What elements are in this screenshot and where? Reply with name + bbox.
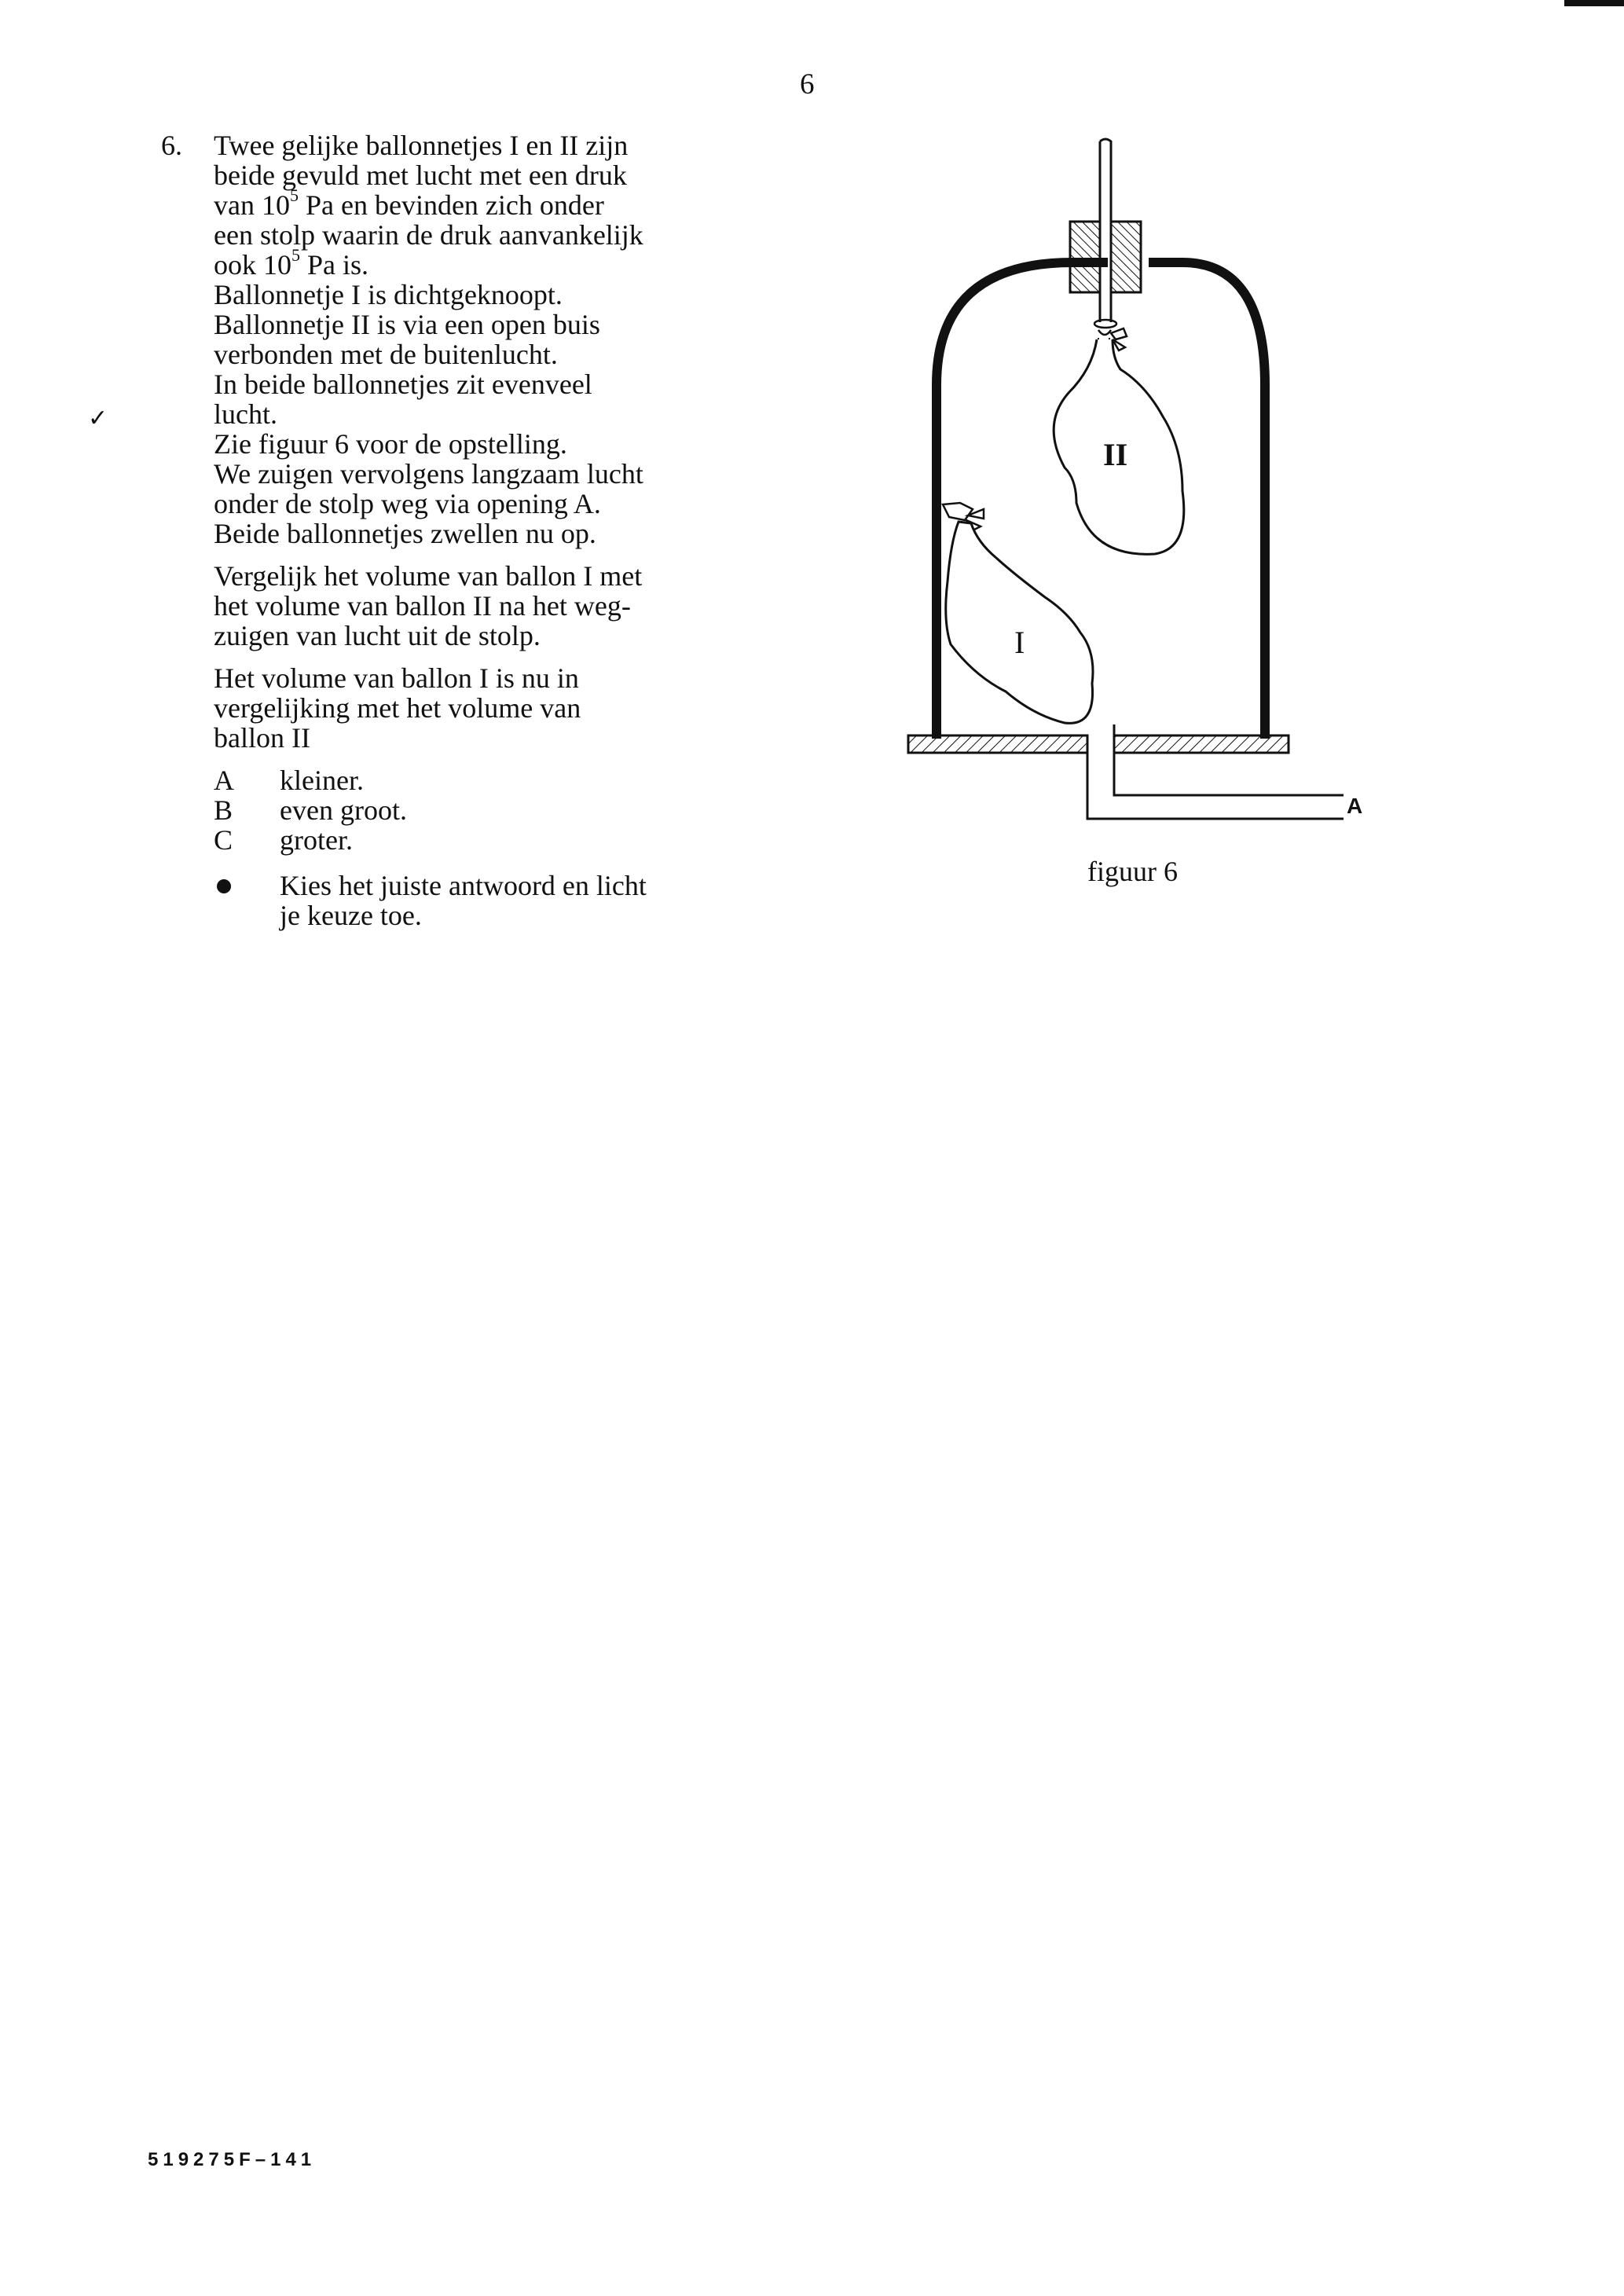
option-text: groter. xyxy=(280,824,353,856)
compare-line: zuigen van lucht uit de stolp. xyxy=(214,620,541,651)
stem-line: ballon II xyxy=(214,722,310,754)
question-stem xyxy=(214,663,717,753)
stem-line: Het volume van ballon I is nu in xyxy=(214,662,579,694)
intro-line: onder de stolp weg via opening A. xyxy=(214,488,601,519)
figure-bell-jar xyxy=(896,134,1383,841)
page-number: 6 xyxy=(800,68,815,101)
intro-line: verbonden met de buitenlucht. xyxy=(214,339,558,370)
compare-line: Vergelijk het volume van ballon I met xyxy=(214,560,643,592)
intro-line: Ballonnetje II is via een open buis xyxy=(214,309,600,340)
option-c xyxy=(214,825,717,855)
intro-line: We zuigen vervolgens langzaam lucht xyxy=(214,458,643,490)
intro-line: lucht. xyxy=(214,398,277,430)
corner-mark xyxy=(1564,0,1624,6)
stopper-left xyxy=(1070,222,1100,292)
instruction-line: je keuze toe. xyxy=(280,900,422,931)
base-plate-left xyxy=(908,735,1087,753)
intro-line: Twee gelijke ballonnetjes I en II zijn xyxy=(214,130,629,161)
option-a xyxy=(214,765,717,795)
footer-code: 519275F–141 xyxy=(148,2149,317,2170)
instruction xyxy=(214,871,717,930)
question-compare xyxy=(214,561,717,651)
intro-line: Ballonnetje I is dichtgeknoopt. xyxy=(214,279,563,310)
margin-tick-mark: ✓ xyxy=(88,405,108,431)
intro-line: In beide ballonnetjes zit evenveel xyxy=(214,369,592,400)
intro-line: beide gevuld met lucht met een druk xyxy=(214,160,627,191)
answer-options xyxy=(214,765,717,855)
bullet-icon xyxy=(214,871,280,930)
option-text: even groot. xyxy=(280,794,407,826)
option-letter: C xyxy=(214,824,233,856)
compare-line: het volume van ballon II na het weg- xyxy=(214,590,631,622)
question-intro xyxy=(214,130,717,548)
intro-line: ook $10^5$ Pa is. xyxy=(214,245,369,281)
option-text: kleiner. xyxy=(280,765,364,796)
intro-line: een stolp waarin de druk aanvankelijk xyxy=(214,219,643,251)
balloon-I xyxy=(946,522,1093,723)
option-b xyxy=(214,795,717,825)
figure-caption: figuur 6 xyxy=(1087,856,1178,887)
opening-a-label: A xyxy=(1347,794,1363,818)
option-letter: A xyxy=(214,765,234,796)
question-body xyxy=(214,130,717,930)
balloon-II-label: II xyxy=(1103,437,1128,472)
stem-line: vergelijking met het volume van xyxy=(214,692,581,724)
question-number: 6. xyxy=(161,130,182,161)
stopper-right xyxy=(1111,222,1141,292)
instruction-line: Kies het juiste antwoord en licht xyxy=(280,870,647,901)
intro-line: Zie figuur 6 voor de opstelling. xyxy=(214,428,567,460)
base-plate-right xyxy=(1114,735,1289,753)
intro-line: Beide ballonnetjes zwellen nu op. xyxy=(214,518,596,549)
bell-jar-diagram xyxy=(896,134,1383,841)
balloon-I-label: I xyxy=(1014,625,1025,660)
open-tube xyxy=(1100,139,1111,322)
option-letter: B xyxy=(214,794,233,826)
intro-line: van $10^5$ Pa en bevinden zich onder xyxy=(214,185,604,221)
